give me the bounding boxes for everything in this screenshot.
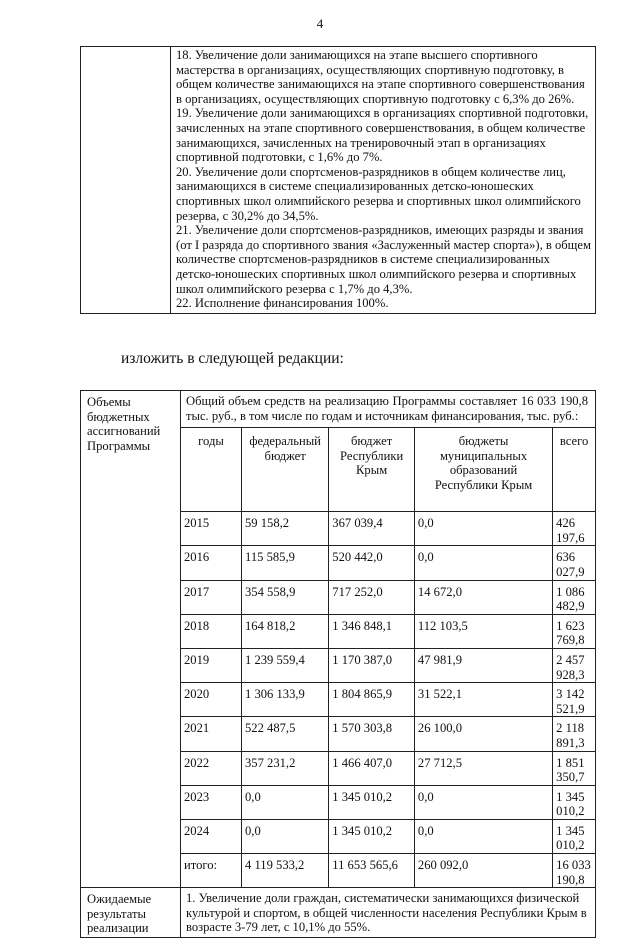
indicator-21: 21. Увеличение доли спортсменов-разрядников, имеющих разряды и звания (от I разряда до спортивного звания «Заслуженный мастер спорта»), в общем количестве спортсменов-разрядников в системе специализированных детско-юношеских спортивных школ олимпийского резерва и спортивных школ олимпийского резерва с 1,7% до 4,3%. [176, 223, 591, 296]
page-number: 4 [316, 16, 324, 31]
total-all: 16 033 190,8 [553, 854, 595, 888]
row-federal: 522 487,5 [242, 717, 329, 751]
indicators-table [80, 46, 596, 314]
indicator-20: 20. Увеличение доли спортсменов-разрядников в общем количестве лиц, занимающихся в системе специализированных детско-юношеских спортивных школ олимпийского резерва и спортивных школ олимпийского резерва, с 30,2% до 34,5%. [176, 164, 581, 223]
row-republic: 1 466 407,0 [329, 751, 415, 785]
row-federal: 59 158,2 [242, 512, 329, 546]
indicator-22: 22. Исполнение финансирования 100%. [176, 296, 389, 311]
indicators-cell [171, 47, 596, 314]
row-municipal: 26 100,0 [414, 717, 552, 751]
row-republic: 1 170 387,0 [329, 648, 415, 682]
row-republic: 367 039,4 [329, 512, 415, 546]
row-republic: 520 442,0 [329, 546, 415, 580]
row-federal: 354 558,9 [242, 580, 329, 614]
header-republic: бюджет Республики Крым [329, 428, 415, 512]
row-republic: 1 345 010,2 [329, 819, 415, 853]
row-total: 1 623 769,8 [553, 614, 595, 648]
row-total: 636 027,9 [553, 546, 595, 580]
table-row [181, 683, 595, 717]
row-municipal: 47 981,9 [414, 648, 552, 682]
row-year: 2015 [181, 512, 242, 546]
budget-content-cell [181, 391, 596, 888]
row-federal: 115 585,9 [242, 546, 329, 580]
total-label: итого: [181, 854, 242, 888]
program-table [80, 390, 596, 938]
row-municipal: 0,0 [414, 785, 552, 819]
row-municipal: 0,0 [414, 819, 552, 853]
row-republic: 1 345 010,2 [329, 785, 415, 819]
row-federal: 357 231,2 [242, 751, 329, 785]
row-municipal: 0,0 [414, 512, 552, 546]
funding-table [181, 427, 595, 887]
empty-label-cell [81, 47, 171, 314]
header-total: всего [553, 428, 595, 512]
row-year: 2020 [181, 683, 242, 717]
row-total: 1 345 010,2 [553, 819, 595, 853]
table-row [181, 648, 595, 682]
row-municipal: 27 712,5 [414, 751, 552, 785]
row-federal: 0,0 [242, 819, 329, 853]
row-total: 2 118 891,3 [553, 717, 595, 751]
row-year: 2023 [181, 785, 242, 819]
header-federal: федеральный бюджет [242, 428, 329, 512]
row-year: 2017 [181, 580, 242, 614]
budget-summary: Общий объем средств на реализацию Программы составляет 16 033 190,8 тыс. руб., в том числе по годам и источникам финансирования, тыс. руб.: [186, 394, 588, 423]
total-municipal: 260 092,0 [414, 854, 552, 888]
row-total: 1 851 350,7 [553, 751, 595, 785]
table-row [181, 751, 595, 785]
expected-results-text: 1. Увеличение доли граждан, систематически занимающихся физической культурой и спортом, в общей численности населения Республики Крым в возрасте 3-79 лет, с 10,1% до 55%. [181, 888, 596, 938]
funding-header-row [181, 428, 595, 512]
row-republic: 1 804 865,9 [329, 683, 415, 717]
row-year: 2018 [181, 614, 242, 648]
row-federal: 1 239 559,4 [242, 648, 329, 682]
row-year: 2021 [181, 717, 242, 751]
row-republic: 1 346 848,1 [329, 614, 415, 648]
row-total: 426 197,6 [553, 512, 595, 546]
row-federal: 0,0 [242, 785, 329, 819]
budget-label: Объемы бюджетных ассигнований Программы [81, 391, 181, 888]
row-municipal: 31 522,1 [414, 683, 552, 717]
table-row [181, 580, 595, 614]
row-total: 2 457 928,3 [553, 648, 595, 682]
total-federal: 4 119 533,2 [242, 854, 329, 888]
row-federal: 1 306 133,9 [242, 683, 329, 717]
total-row [181, 854, 595, 888]
row-total: 1 345 010,2 [553, 785, 595, 819]
row-total: 3 142 521,9 [553, 683, 595, 717]
row-year: 2016 [181, 546, 242, 580]
expected-results-label: Ожидаемые результаты реализации [81, 888, 181, 938]
table-row [181, 819, 595, 853]
row-year: 2022 [181, 751, 242, 785]
indicator-18: 18. Увеличение доли занимающихся на этапе высшего спортивного мастерства в организациях, осуществляющих спортивную подготовку, в общем количестве занимающихся на этапе спортивного совершенствования в организациях, осуществляющих спортивную подготовку с 6,3% до 26%. [176, 48, 585, 106]
header-years: годы [181, 428, 242, 512]
header-municipal: бюджеты муниципальных образований Республики Крым [414, 428, 552, 512]
row-municipal: 112 103,5 [414, 614, 552, 648]
restate-heading: изложить в следующей редакции: [121, 350, 344, 367]
row-republic: 717 252,0 [329, 580, 415, 614]
total-republic: 11 653 565,6 [329, 854, 415, 888]
table-row [181, 614, 595, 648]
table-row [181, 546, 595, 580]
row-year: 2019 [181, 648, 242, 682]
row-year: 2024 [181, 819, 242, 853]
row-republic: 1 570 303,8 [329, 717, 415, 751]
table-row [181, 512, 595, 546]
row-federal: 164 818,2 [242, 614, 329, 648]
row-municipal: 14 672,0 [414, 580, 552, 614]
row-total: 1 086 482,9 [553, 580, 595, 614]
table-row [181, 785, 595, 819]
row-municipal: 0,0 [414, 546, 552, 580]
table-row [181, 717, 595, 751]
indicator-19: 19. Увеличение доли занимающихся в организациях спортивной подготовки, зачисленных на этапе спортивного совершенствования, в общем количестве занимающихся, зачисленных на тренировочный этап в организациях спортивной подготовки, с 1,6% до 7%. [176, 106, 589, 165]
